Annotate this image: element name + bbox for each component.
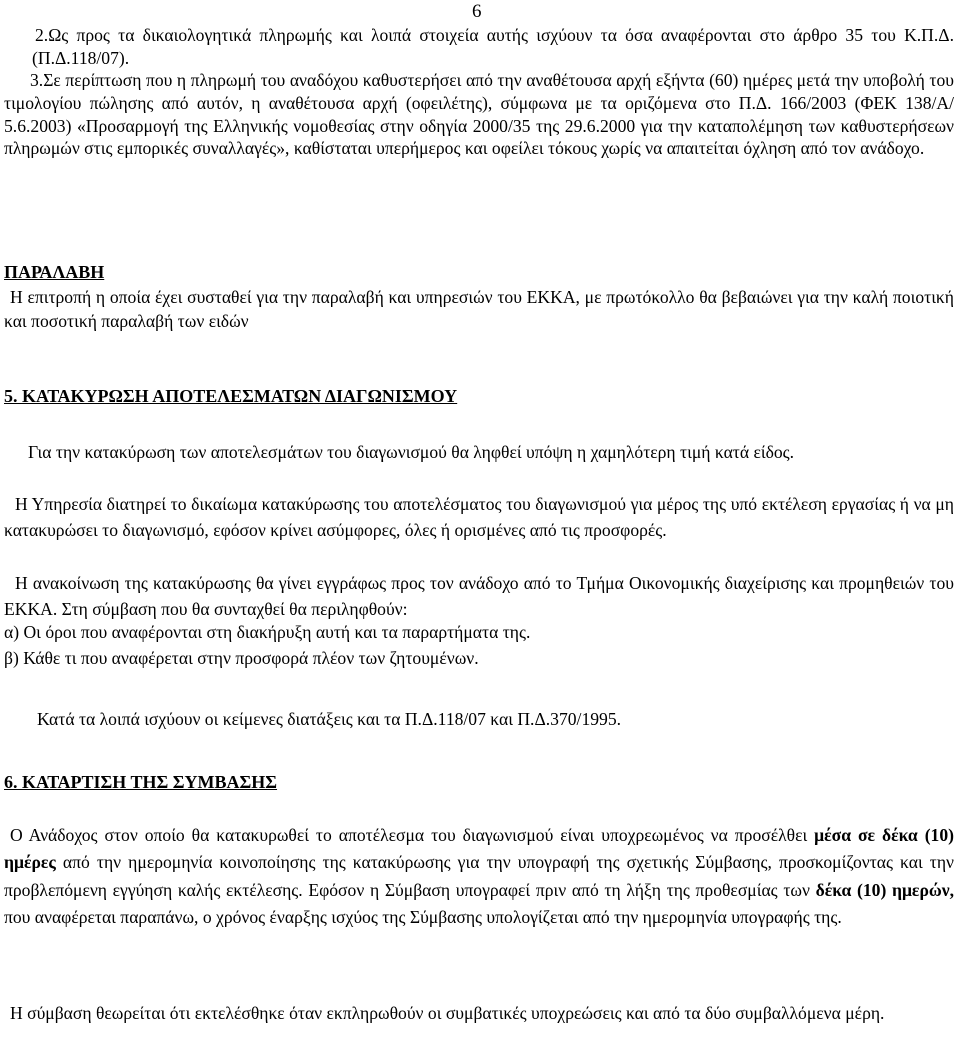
section-5-paragraph-lowest-price: Για την κατακύρωση των αποτελεσμάτων του διαγωνισμού θα ληφθεί υπόψη η χαμηλότερη τιμή κατά είδος.	[28, 442, 795, 462]
section-6-paragraph-signing: Ο Ανάδοχος στον οποίο θα κατακυρωθεί το αποτέλεσμα του διαγωνισμού είναι υποχρεωμένος να προσέλθει μέσα σε δέκα (10) ημέρες από την ημερομηνία κοινοποίησης της κατακύρωσης για την υπογραφή της σχετικής Σύμβασης, προσκομίζοντας και την προβλεπόμενη εγγύηση καλής εκτέλεσης. Εφόσον η Σύμβαση υπογραφεί πριν από τη λήξη της προθεσμίας των δέκα (10) ημερών, που αναφέρεται παραπάνω, ο χρόνος έναρξης ισχύος της Σύμβασης υπολογίζεται από την ημερομηνία υπογραφής της.	[4, 825, 955, 927]
receipt-paragraph: Η επιτροπή η οποία έχει συσταθεί για την παραλαβή και υπηρεσιών του ΕΚΚΑ, με πρωτόκολλο θα βεβαιώνει για την καλή ποιοτική και ποσοτική παραλαβή των ειδών	[4, 287, 954, 331]
page-number: 6	[472, 1, 482, 22]
section-5-paragraph-announcement: Η ανακοίνωση της κατακύρωσης θα γίνει εγγράφως προς τον ανάδοχο από το Τμήμα Οικονομικής διαχείρισης και προμηθειών του ΕΚΚΑ. Στη σύμβαση που θα συνταχθεί θα περιληφθούν:	[4, 573, 954, 619]
section-5-paragraph-rights: Η Υπηρεσία διατηρεί το δικαίωμα κατακύρωσης του αποτελέσματος του διαγωνισμού για μέρος της υπό εκτέλεση εργασίας ή να μη κατακυρώσει το διαγωνισμό, εφόσον κρίνει ασύμφορες, όλες ή ορισμένες από τις προσφορές.	[4, 494, 954, 540]
receipt-heading: ΠΑΡΑΛΑΒΗ	[4, 262, 105, 282]
section-6-heading: 6. ΚΑΤΑΡΤΙΣΗ ΤΗΣ ΣΥΜΒΑΣΗΣ	[4, 772, 278, 792]
deadline-emphasis: μέσα σε δέκα (10) ημέρες	[4, 825, 955, 873]
section-5-item-b: β) Κάθε τι που αναφέρεται στην προσφορά πλέον των ζητουμένων.	[4, 648, 479, 668]
deadline-emphasis-2: δέκα (10) ημερών,	[815, 879, 954, 900]
paragraph-payment-documents: 2.Ως προς τα δικαιολογητικά πληρωμής και λοιπά στοιχεία αυτής ισχύουν τα όσα αναφέρονται στο άρθρο 35 του Κ.Π.Δ. (Π.Δ.118/07).	[32, 25, 954, 68]
section-5-heading: 5. ΚΑΤΑΚΥΡΩΣΗ ΑΠΟΤΕΛΕΣΜΑΤΩΝ ΔΙΑΓΩΝΙΣΜΟΥ	[4, 386, 458, 406]
paragraph-payment-delay: 3.Σε περίπτωση που η πληρωμή του αναδόχου καθυστερήσει από την αναθέτουσα αρχή εξήντα (60) ημέρες μετά την υποβολή του τιμολογίου πώλησης από αυτόν, η αναθέτουσα αρχή (οφειλέτης), σύμφωνα με τα οριζόμενα στο Π.Δ. 166/2003 (ΦΕΚ 138/Α/ 5.6.2003) «Προσαρμογή της Ελληνικής νομοθεσίας στην οδηγία 2000/35 της 29.6.2000 για την καταπολέμηση των καθυστερήσεων πληρωμών στις εμπορικές συναλλαγές», καθίσταται υπερήμερος και οφείλει τόκους χωρίς να απαιτείται όχληση από τον ανάδοχο.	[4, 70, 954, 159]
section-5-item-a: α) Οι όροι που αναφέρονται στη διακήρυξη αυτή και τα παραρτήματα της.	[4, 622, 531, 642]
section-6-paragraph-completion: Η σύμβαση θεωρείται ότι εκτελέσθηκε όταν εκπληρωθούν οι συμβατικές υποχρεώσεις και από τα δύο συμβαλλόμενα μέρη.	[10, 1003, 885, 1023]
section-5-closing: Κατά τα λοιπά ισχύουν οι κείμενες διατάξεις και τα Π.Δ.118/07 και Π.Δ.370/1995.	[37, 709, 622, 729]
